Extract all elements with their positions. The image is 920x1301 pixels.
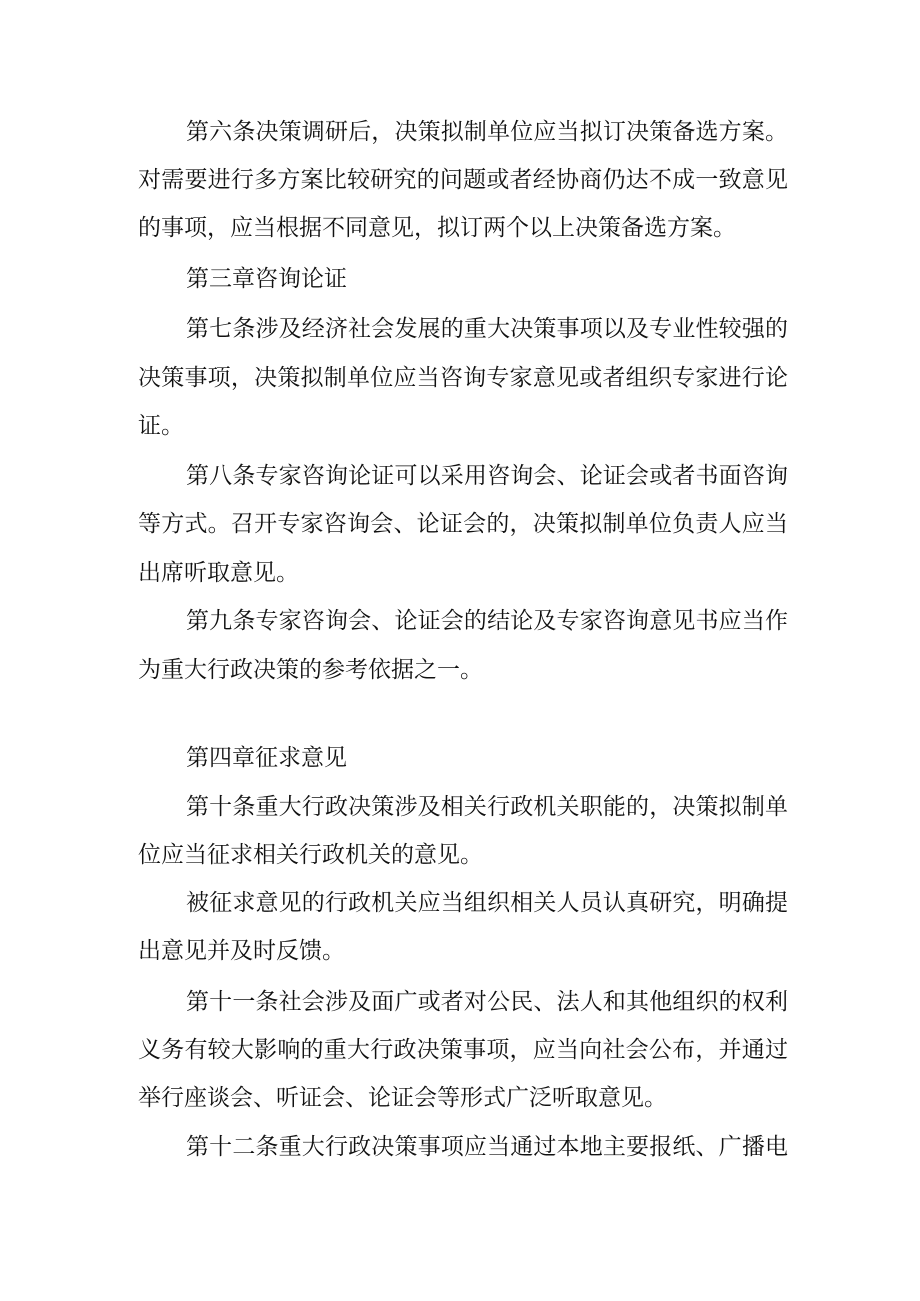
article-7-line-2: 决策事项，决策拟制单位应当咨询专家意见或者组织专家进行论 <box>138 365 788 391</box>
article-9-line-2: 为重大行政决策的参考依据之一。 <box>138 657 483 683</box>
article-9-line-1: 第九条专家咨询会、论证会的结论及专家咨询意见书应当作 <box>186 608 788 634</box>
article-7-line-3: 证。 <box>138 413 184 439</box>
article-10-line-1: 第十条重大行政决策涉及相关行政机关职能的，决策拟制单 <box>186 794 788 820</box>
article-8-line-1: 第八条专家咨询论证可以采用咨询会、论证会或者书面咨询 <box>186 463 788 489</box>
article-6-line-2: 对需要进行多方案比较研究的问题或者经协商仍达不成一致意见 <box>138 167 788 193</box>
article-8-line-2: 等方式。召开专家咨询会、论证会的，决策拟制单位负责人应当 <box>138 511 788 537</box>
article-12-line-1: 第十二条重大行政决策事项应当通过本地主要报纸、广播电 <box>186 1134 788 1160</box>
article-6-line-1: 第六条决策调研后，决策拟制单位应当拟订决策备选方案。 <box>186 119 788 145</box>
article-11-line-3: 举行座谈会、听证会、论证会等形式广泛听取意见。 <box>138 1085 667 1111</box>
article-6-line-3: 的事项，应当根据不同意见，拟订两个以上决策备选方案。 <box>138 215 736 241</box>
article-10-para-2-line-1: 被征求意见的行政机关应当组织相关人员认真研究，明确提 <box>186 890 788 916</box>
chapter-3-title: 第三章咨询论证 <box>186 266 347 292</box>
article-10-para-2-line-2: 出意见并及时反馈。 <box>138 938 345 964</box>
chapter-4-title: 第四章征求意见 <box>186 745 347 771</box>
article-10-line-2: 位应当征求相关行政机关的意见。 <box>138 842 483 868</box>
article-8-line-3: 出席听取意见。 <box>138 560 299 586</box>
article-11-line-1: 第十一条社会涉及面广或者对公民、法人和其他组织的权利 <box>186 989 788 1015</box>
article-7-line-1: 第七条涉及经济社会发展的重大决策事项以及专业性较强的 <box>186 316 788 342</box>
article-11-line-2: 义务有较大影响的重大行政决策事项，应当向社会公布，并通过 <box>138 1037 788 1063</box>
